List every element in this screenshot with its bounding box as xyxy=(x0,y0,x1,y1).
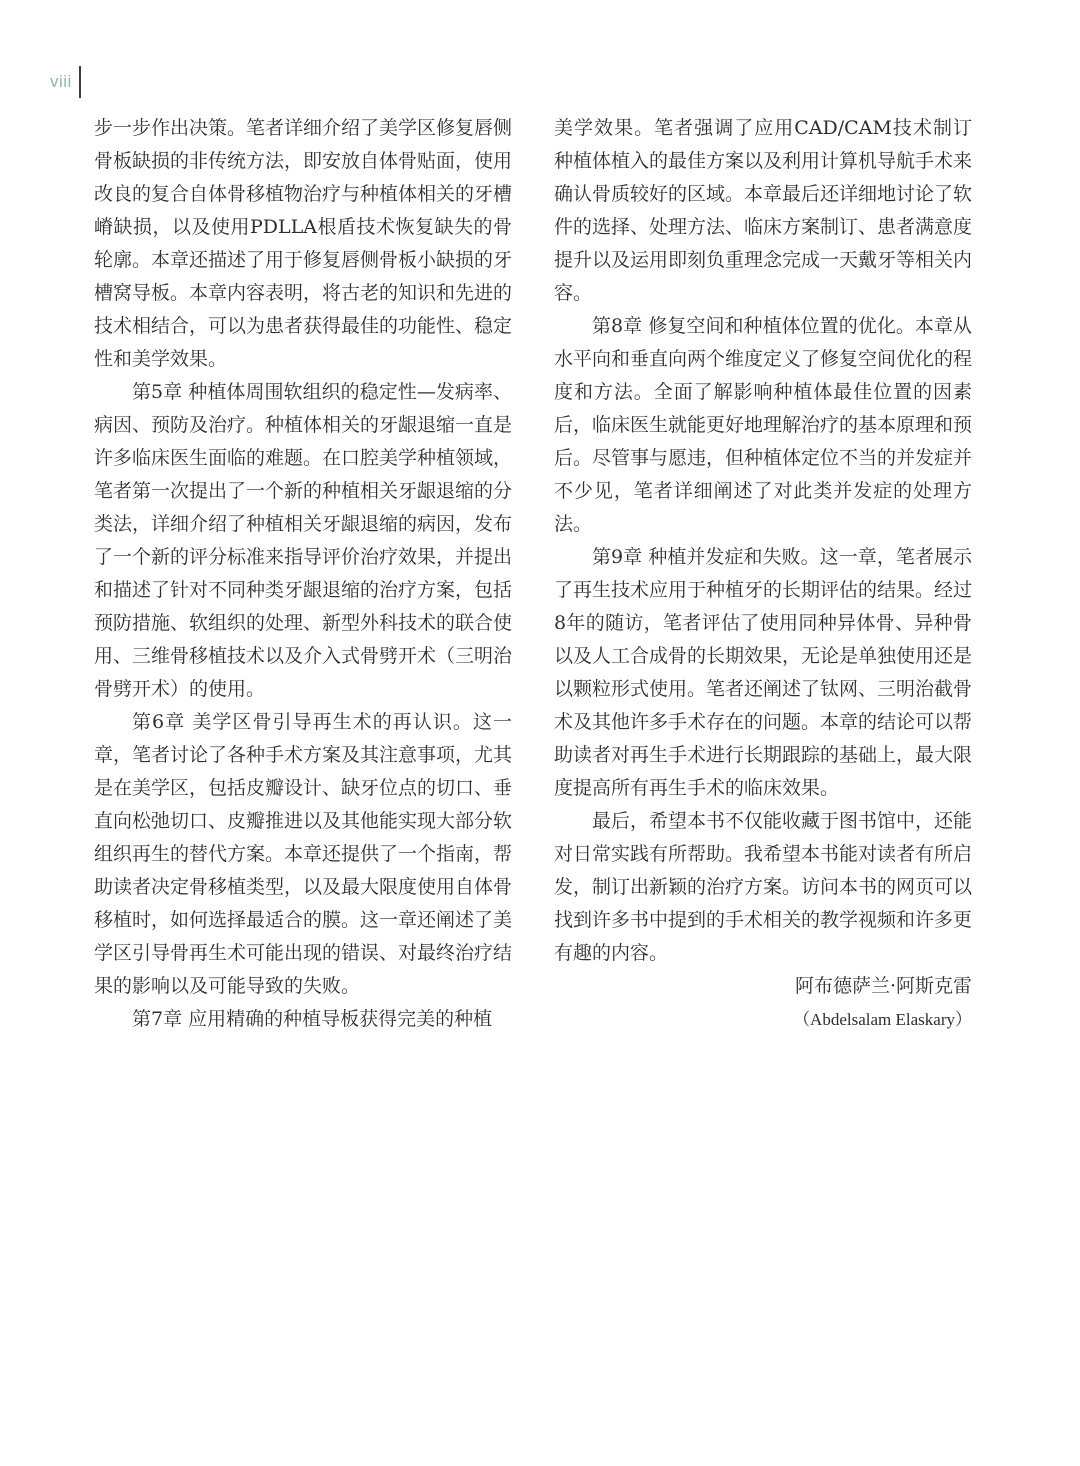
author-signature-chinese: 阿布德萨兰·阿斯克雷 xyxy=(794,975,972,997)
chapter-label: 第6章 xyxy=(132,711,186,733)
paragraph-continuation-left: 步一步作出决策。笔者详细介绍了美学区修复唇侧骨板缺损的非传统方法，即安放自体骨贴面，使用改良的复合自体骨移植物治疗与种植体相关的牙槽嵴缺损，以及使用PDLLA根盾技术恢复缺失的骨轮廓。本章还描述了用于修复唇侧骨板小缺损的牙槽窝导板。本章内容表明，将古老的知识和先进的技术相结合，可以为患者获得最佳的功能性、稳定性和美学效果。 xyxy=(94,117,513,370)
chapter-description: 应用精确的种植导板获得完美的种植 xyxy=(188,1008,493,1030)
paragraph-chapter-9 xyxy=(554,541,972,805)
chapter-description: 修复空间和种植体位置的优化。本章从水平向和垂直向两个维度定义了修复空间优化的程度和方法。全面了解影响种植体最佳位置的因素后，临床医生就能更好地理解治疗的基本原理和预后。尽管事与愿违，但种植体定位不当的并发症并不少见，笔者详细阐述了对此类并发症的处理方法。 xyxy=(554,315,973,535)
chapter-description: 种植并发症和失败。这一章，笔者展示了再生技术应用于种植牙的长期评估的结果。经过8年的随访，笔者评估了使用同种异体骨、异种骨以及人工合成骨的长期效果，无论是单独使用还是以颗粒形式使用。笔者还阐述了钛网、三明治截骨术及其他许多手术存在的问题。本章的结论可以帮助读者对再生手术进行长期跟踪的基础上，最大限度提高所有再生手术的临床效果。 xyxy=(554,546,973,799)
author-signature-english: （Abdelsalam Elaskary） xyxy=(793,1010,972,1029)
paragraph-chapter-5 xyxy=(94,376,512,706)
header-divider xyxy=(79,66,81,98)
paragraph-closing xyxy=(554,805,972,970)
paragraph-continuation-right: 美学效果。笔者强调了应用CAD/CAM技术制订种植体植入的最佳方案以及利用计算机导航手术来确认骨质较好的区域。本章最后还详细地讨论了软件的选择、处理方法、临床方案制订、患者满意度提升以及运用即刻负重理念完成一天戴牙等相关内容。 xyxy=(554,117,973,304)
left-column xyxy=(94,112,512,1036)
right-column xyxy=(554,112,972,1036)
closing-text: 最后，希望本书不仅能收藏于图书馆中，还能对日常实践有所帮助。我希望本书能对读者有所启发，制订出新颖的治疗方案。访问本书的网页可以找到许多书中提到的手术相关的教学视频和许多更有趣的内容。 xyxy=(554,810,973,964)
chapter-description: 种植体周围软组织的稳定性—发病率、病因、预防及治疗。种植体相关的牙龈退缩一直是许多临床医生面临的难题。在口腔美学种植领域，笔者第一次提出了一个新的种植相关牙龈退缩的分类法，详细介绍了种植相关牙龈退缩的病因，发布了一个新的评分标准来指导评价治疗效果，并提出和描述了针对不同种类牙龈退缩的治疗方案，包括预防措施、软组织的处理、新型外科技术的联合使用、三维骨移植技术以及介入式骨劈开术（三明治骨劈开术）的使用。 xyxy=(94,381,513,700)
paragraph-chapter-6 xyxy=(94,706,512,1003)
page-number: viii xyxy=(50,72,72,91)
paragraph-chapter-8 xyxy=(554,310,972,541)
chapter-label: 第8章 xyxy=(592,315,643,337)
chapter-label: 第7章 xyxy=(132,1008,183,1030)
chapter-label: 第9章 xyxy=(592,546,643,568)
chapter-label: 第5章 xyxy=(132,381,183,403)
chapter-description: 美学区骨引导再生术的再认识。这一章，笔者讨论了各种手术方案及其注意事项，尤其是在美学区，包括皮瓣设计、缺牙位点的切口、垂直向松弛切口、皮瓣推进以及其他能实现大部分软组织再生的替代方案。本章还提供了一个指南，帮助读者决定骨移植类型，以及最大限度使用自体骨移植时，如何选择最适合的膜。这一章还阐述了美学区引导骨再生术可能出现的错误、对最终治疗结果的影响以及可能导致的失败。 xyxy=(94,711,513,997)
paragraph-chapter-7 xyxy=(94,1003,512,1036)
